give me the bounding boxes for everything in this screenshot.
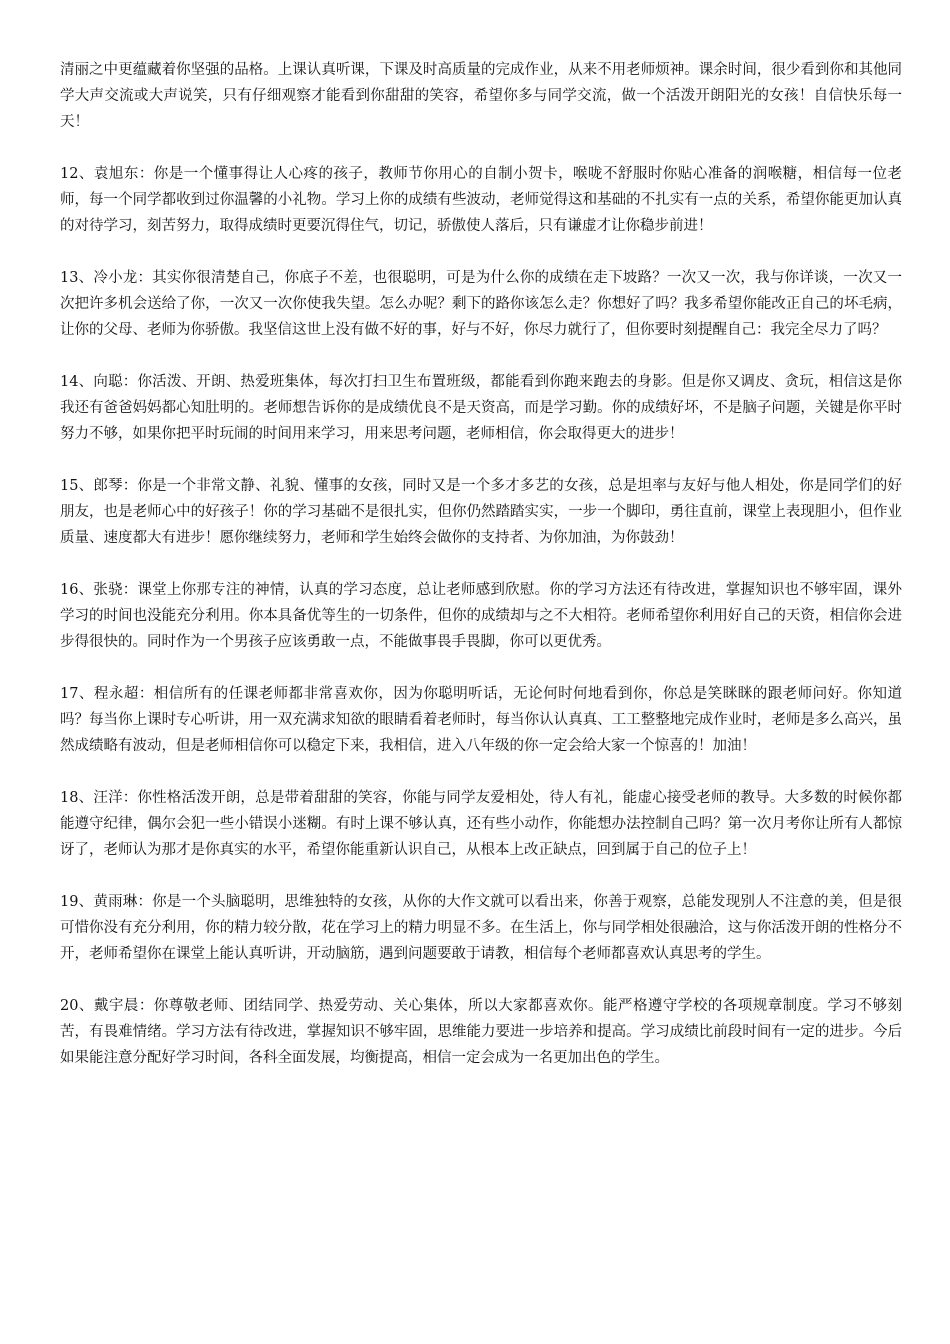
comment-paragraph-14: 14、向聪：你活泼、开朗、热爱班集体，每次打扫卫生布置班级，都能看到你跑来跑去的身影。但是你又调皮、贪玩，相信这是你我还有爸爸妈妈都心知肚明的。老师想告诉你的是成绩优良不是天资高，而是学习勤。你的成绩好坏，不是脑子问题，关键是你平时努力不够，如果你把平时玩闹的时间用来学习，用来思考问题，老师相信，你会取得更大的进步！ [60, 374, 902, 442]
comment-paragraph-continued: 清丽之中更蕴藏着你坚强的品格。上课认真听课，下课及时高质量的完成作业，从来不用老师烦神。课余时间，很少看到你和其他同学大声交流或大声说笑，只有仔细观察才能看到你甜甜的笑容，希望你多与同学交流，做一个活泼开朗阳光的女孩！自信快乐每一天！ [60, 62, 902, 130]
comment-paragraph-18: 18、汪洋：你性格活泼开朗，总是带着甜甜的笑容，你能与同学友爱相处，待人有礼，能虚心接受老师的教导。大多数的时候你都能遵守纪律，偶尔会犯一些小错误小迷糊。有时上课不够认真，还有些小动作，你能想办法控制自己吗？第一次月考你让所有人都惊讶了，老师认为那才是你真实的水平，希望你能重新认识自己，从根本上改正缺点，回到属于自己的位子上！ [60, 790, 902, 858]
comment-paragraph-12: 12、袁旭东：你是一个懂事得让人心疼的孩子，教师节你用心的自制小贺卡，喉咙不舒服时你贴心准备的润喉糖，相信每一位老师，每一个同学都收到过你温馨的小礼物。学习上你的成绩有些波动，老师觉得这和基础的不扎实有一点的关系，希望你能更加认真的对待学习，刻苦努力，取得成绩时更要沉得住气，切记，骄傲使人落后，只有谦虚才让你稳步前进！ [60, 166, 902, 234]
comment-paragraph-20: 20、戴宇晨：你尊敬老师、团结同学、热爱劳动、关心集体，所以大家都喜欢你。能严格遵守学校的各项规章制度。学习不够刻苦，有畏难情绪。学习方法有待改进，掌握知识不够牢固，思维能力要进一步培养和提高。学习成绩比前段时间有一定的进步。今后如果能注意分配好学习时间，各科全面发展，均衡提高，相信一定会成为一名更加出色的学生。 [60, 998, 902, 1066]
comment-paragraph-15: 15、郎琴：你是一个非常文静、礼貌、懂事的女孩，同时又是一个多才多艺的女孩，总是坦率与友好与他人相处，你是同学们的好朋友，也是老师心中的好孩子！你的学习基础不是很扎实，但你仍然踏踏实实，一步一个脚印，勇往直前，课堂上表现胆小，但作业质量、速度都大有进步！愿你继续努力，老师和学生始终会做你的支持者、为你加油，为你鼓劲！ [60, 478, 902, 546]
comment-paragraph-19: 19、黄雨琳：你是一个头脑聪明，思维独特的女孩，从你的大作文就可以看出来，你善于观察，总能发现别人不注意的美，但是很可惜你没有充分利用，你的精力较分散，花在学习上的精力明显不多。在生活上，你与同学相处很融洽，这与你活泼开朗的性格分不开，老师希望你在课堂上能认真听讲，开动脑筋，遇到问题要敢于请教，相信每个老师都喜欢认真思考的学生。 [60, 894, 902, 962]
comment-paragraph-16: 16、张骁：课堂上你那专注的神情，认真的学习态度，总让老师感到欣慰。你的学习方法还有待改进，掌握知识也不够牢固，课外学习的时间也没能充分利用。你本具备优等生的一切条件，但你的成绩却与之不大相符。老师希望你利用好自己的天资，相信你会进步得很快的。同时作为一个男孩子应该勇敢一点，不能做事畏手畏脚，你可以更优秀。 [60, 582, 902, 650]
document-body [60, 57, 902, 1097]
comment-paragraph-17: 17、程永超：相信所有的任课老师都非常喜欢你，因为你聪明听话，无论何时何地看到你，你总是笑眯眯的跟老师问好。你知道吗？每当你上课时专心听讲，用一双充满求知欲的眼睛看着老师时，每当你认认真真、工工整整地完成作业时，老师是多么高兴，虽然成绩略有波动，但是老师相信你可以稳定下来，我相信，进入八年级的你一定会给大家一个惊喜的！加油！ [60, 686, 902, 754]
comment-paragraph-13: 13、冷小龙：其实你很清楚自己，你底子不差，也很聪明，可是为什么你的成绩在走下坡路？一次又一次，我与你详谈，一次又一次把许多机会送给了你，一次又一次你使我失望。怎么办呢？剩下的路你该怎么走？你想好了吗？我多希望你能改正自己的坏毛病，让你的父母、老师为你骄傲。我坚信这世上没有做不好的事，好与不好，你尽力就行了，但你要时刻提醒自己：我完全尽力了吗？ [60, 270, 902, 338]
